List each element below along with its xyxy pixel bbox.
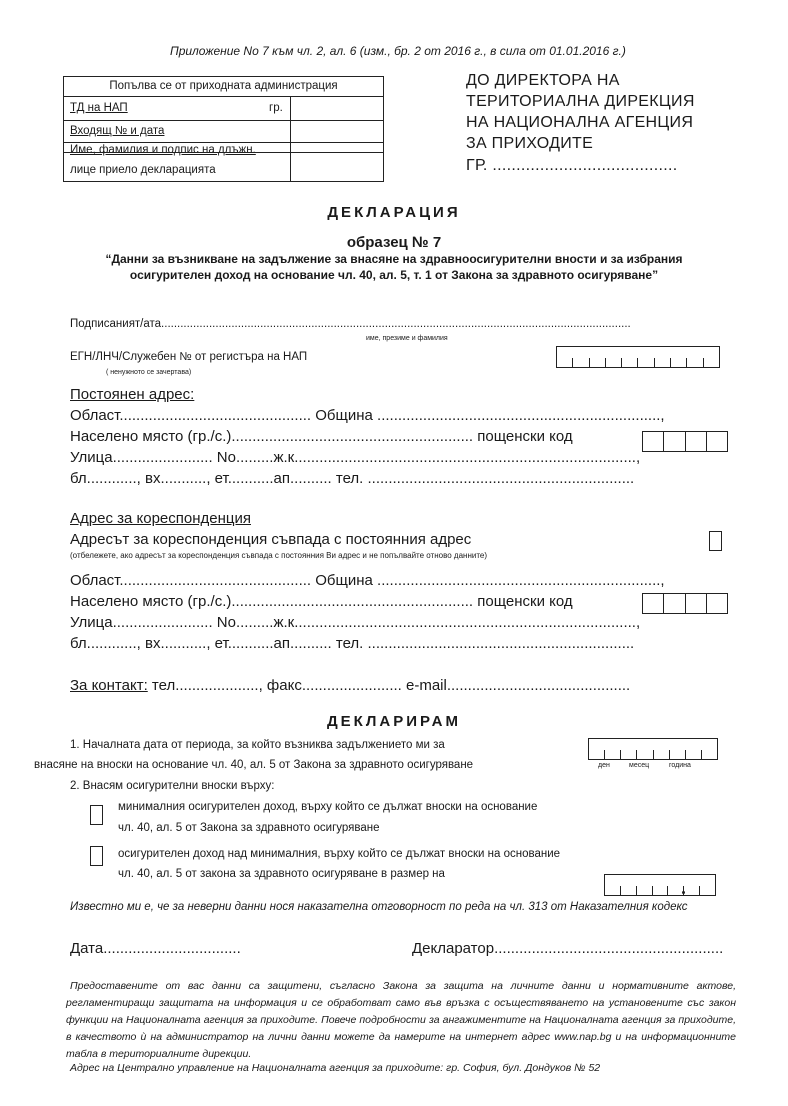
liability-statement: Известно ми е, че за неверни данни нося наказателна отговорност по реда на чл. 313 от Наказателния кодекс — [70, 901, 688, 913]
contact-row[interactable] — [70, 677, 630, 694]
start-date-boxes[interactable] — [588, 738, 718, 760]
option-minimum-line-1: минималния осигурителен доход, върху който се дължат вноски на основание — [118, 801, 538, 813]
declarant-field[interactable]: Декларатор....................................................... — [412, 940, 724, 957]
correspondence-same-checkbox[interactable] — [709, 531, 722, 551]
contact-label: За контакт: — [70, 677, 148, 694]
date-day-label: ден — [598, 762, 610, 769]
declare-heading: ДЕКЛАРИРАМ — [326, 713, 461, 730]
permanent-building-field[interactable]: бл............, вх..........., ет...........ап.......... тел. ................................................................ — [70, 470, 635, 487]
correspondence-street-field[interactable]: Улица........................ No.........ж.к.................................................................................., — [70, 614, 641, 631]
signer-name-field[interactable]: Подписаният/ата................................................................................................................................................... — [70, 318, 631, 330]
addressee-line-2: ТЕРИТОРИАЛНА ДИРЕКЦИЯ — [466, 93, 695, 110]
addressee-line-4: ЗА ПРИХОДИТЕ — [466, 135, 594, 152]
correspondence-settlement-field[interactable]: Населено място (гр./с.).......................................................... пощенски код — [70, 593, 573, 610]
date-year-label: година — [669, 762, 691, 769]
admin-row-incoming — [64, 120, 383, 143]
admin-incoming-label: Входящ № и дата — [70, 125, 165, 137]
decimal-point — [682, 891, 685, 894]
permanent-region-field[interactable]: Област.............................................. Община ...................................................................., — [70, 407, 665, 424]
contact-fields[interactable]: тел...................., факс........................ e-mail............................................ — [147, 677, 631, 694]
admin-row-official — [64, 152, 383, 181]
correspondence-same-label: Адресът за кореспонденция съвпада с постоянния адрес — [70, 531, 472, 548]
correspondence-region-field[interactable]: Област.............................................. Община ...................................................................., — [70, 572, 665, 589]
declare-item-1-line-1: 1. Началната дата от периода, за който възниква задължението ми за — [70, 739, 445, 751]
correspondence-note: (отбележете, ако адресът за кореспонденция съвпада с постоянния Ви адрес и не попълвайте отново данните) — [70, 551, 488, 560]
permanent-postcode-boxes[interactable] — [642, 431, 728, 452]
option-above-minimum-checkbox[interactable] — [90, 846, 103, 866]
addressee-line-1: ДО ДИРЕКТОРА НА — [466, 72, 620, 89]
admin-box — [63, 76, 384, 182]
declare-item-1-line-2: внасяне на вноски на основание чл. 40, ал. 5 от Закона за здравното осигуряване — [34, 759, 474, 771]
egn-hint: ( ненужното се зачертава) — [106, 369, 192, 376]
option-above-line-1: осигурителен доход над минималния, върху който се дължат вноски на основание — [118, 848, 561, 860]
document-title: ДЕКЛАРАЦИЯ — [327, 204, 461, 221]
correspondence-postcode-boxes[interactable] — [642, 593, 728, 614]
correspondence-building-field[interactable]: бл............, вх..........., ет...........ап.......... тел. ................................................................ — [70, 635, 635, 652]
permanent-address-heading: Постоянен адрес: — [70, 386, 195, 403]
annex-reference: Приложение No 7 към чл. 2, ал. 6 (изм., бр. 2 от 2016 г., в сила от 01.01.2016 г.) — [170, 44, 626, 58]
date-month-label: месец — [629, 762, 650, 769]
income-amount-boxes[interactable] — [604, 874, 716, 896]
admin-official-label: лице приело декларацията — [70, 164, 216, 176]
option-minimum-income-checkbox[interactable] — [90, 805, 103, 825]
option-minimum-line-2: чл. 40, ал. 5 от Закона за здравното осигуряване — [118, 822, 380, 834]
signer-name-hint: име, презиме и фамилия — [366, 335, 448, 342]
declare-item-2: 2. Внасям осигурителни вноски върху: — [70, 780, 275, 792]
central-office-address: Адрес на Централно управление на Националната агенция за приходите: гр. София, бул. Дондуков № 52 — [70, 1062, 601, 1074]
form-number: образец № 7 — [346, 234, 442, 251]
title-description-1: “Данни за възникване на задължение за внасяне на здравноосигурителни вности и за избрания — [105, 252, 683, 266]
egn-label: ЕГН/ЛНЧ/Служебен № от регистъра на НАП — [70, 351, 308, 363]
admin-city-label: гр. — [269, 102, 283, 114]
date-field[interactable]: Дата................................. — [70, 940, 241, 957]
admin-row-td — [64, 96, 383, 121]
egn-input-boxes[interactable] — [556, 346, 720, 368]
addressee-line-3: НА НАЦИОНАЛНА АГЕНЦИЯ — [466, 114, 694, 131]
permanent-street-field[interactable]: Улица........................ No.........ж.к.................................................................................., — [70, 449, 641, 466]
admin-td-label: ТД на НАП — [70, 102, 128, 114]
title-description-2: осигурителен доход на основание чл. 40, ал. 5, т. 1 от Закона за здравното осигуряване” — [129, 268, 659, 282]
correspondence-address-heading: Адрес за кореспонденция — [70, 510, 251, 527]
privacy-notice: Предоставените от вас данни са защитени, съгласно Закона за защита на личните данни и нормативните актове, регламентиращи защитата на информация и се обработват само във връзка с осъществяването на установените със закон функции на Националната агенция за приходите. Повече подробности за ангажиментите на Националната агенция за приходите, в качеството ѝ на администратор на лични данни можете да намерите на интернет адрес www.nap.bg и на информационните табла в териториалните дирекции. — [66, 980, 736, 1060]
admin-name-label: Име, фамилия и подпис на длъжн. — [70, 144, 256, 156]
permanent-settlement-field[interactable]: Населено място (гр./с.).......................................................... пощенски код — [70, 428, 573, 445]
admin-header: Попълва се от приходната администрация — [64, 77, 383, 97]
option-above-line-2: чл. 40, ал. 5 от закона за здравното осигуряване в размер на — [118, 868, 445, 880]
admin-divider — [290, 96, 291, 182]
addressee-city[interactable]: ГР. ....................................... — [466, 157, 678, 174]
